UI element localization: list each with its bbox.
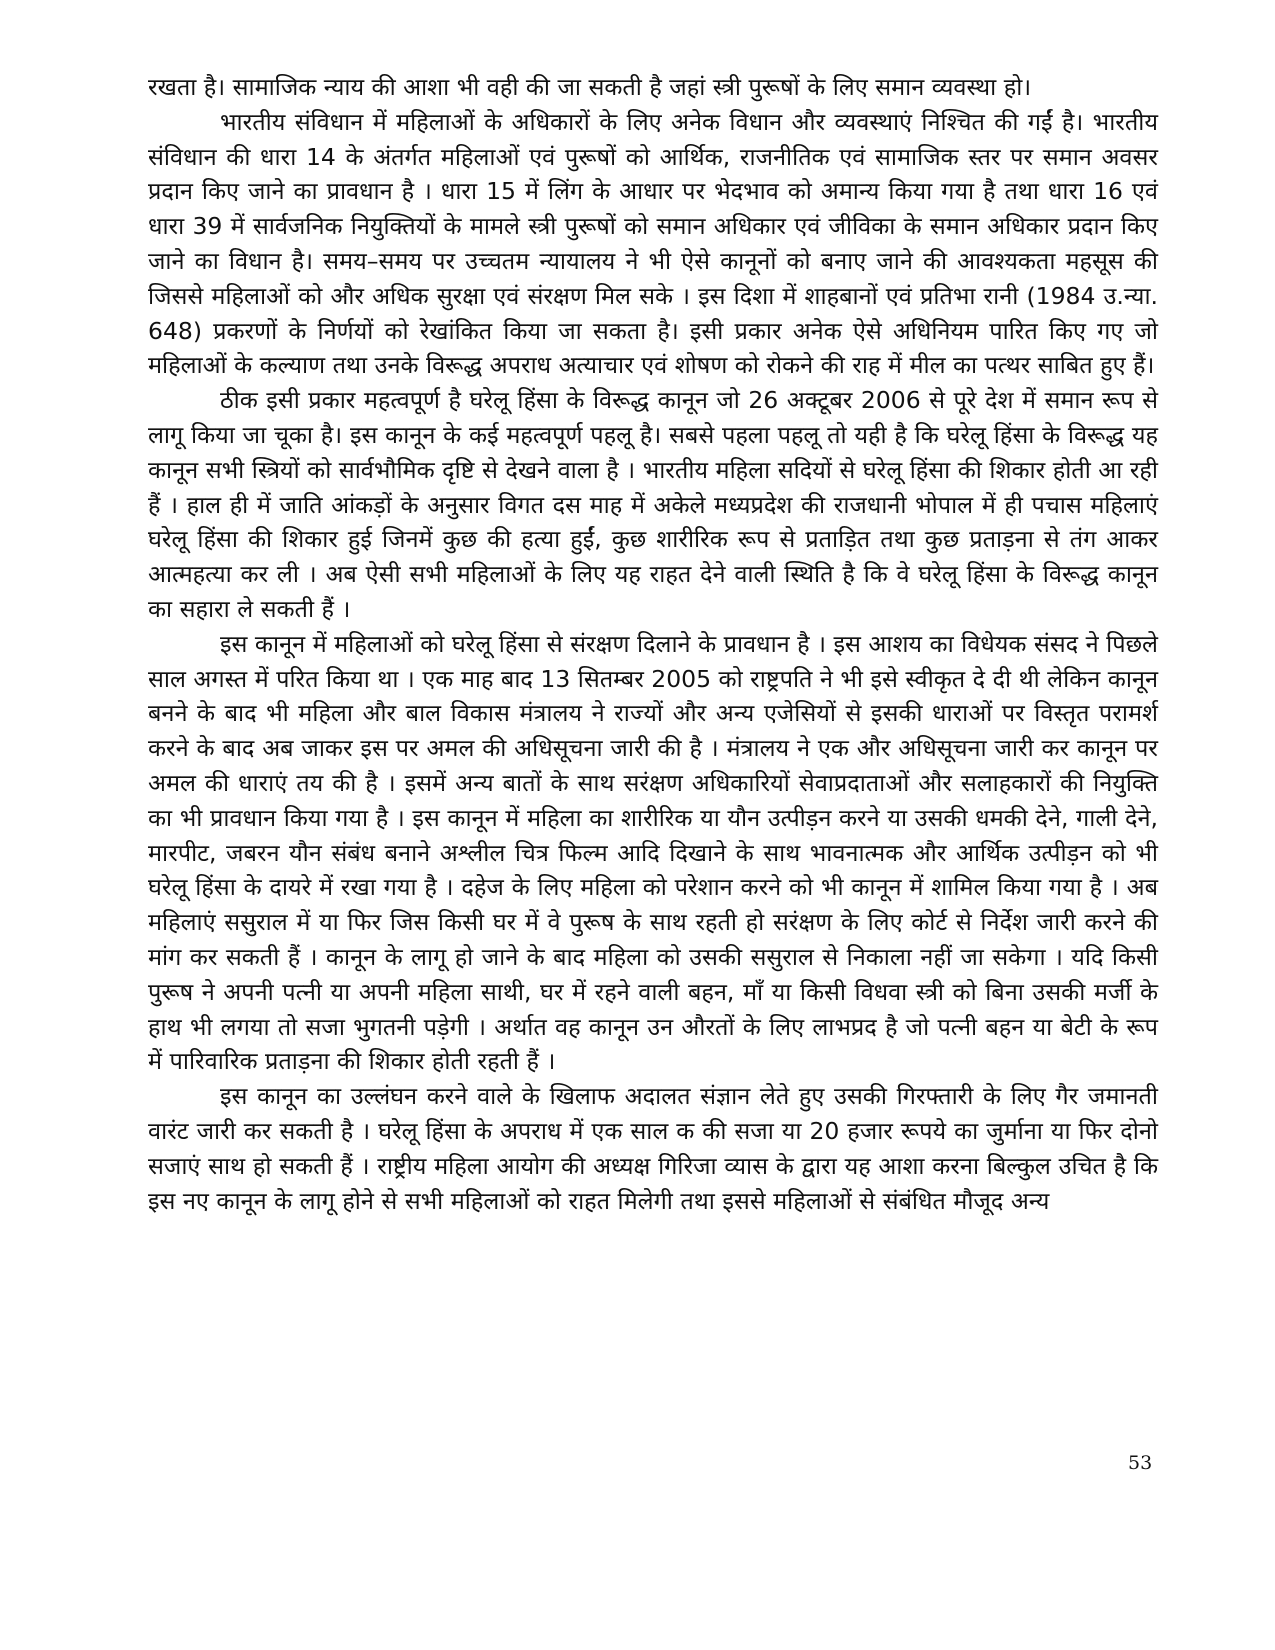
- paragraph-continuation: रखता है। सामाजिक न्याय की आशा भी वही की जा सकती है जहां स्त्री पुरूषों के लिए समान व्यवस्था हो।: [148, 73, 1032, 101]
- page-number: 53: [1128, 1452, 1153, 1474]
- paragraph-constitution: भारतीय संविधान में महिलाओं के अधिकारों के लिए अनेक विधान और व्यवस्थाएं निश्चित की गईं है। भारतीय संविधान की धारा 14 के अंतर्गत महिलाओं एवं पुरूषों को आर्थिक, राजनीतिक एवं सामाजिक स्तर पर समान अवसर प्रदान किए जाने का प्रावधान है । धारा 15 में लिंग के आधार पर भेदभाव को अमान्य किया गया है तथा धारा 16 एवं धारा 39 में सार्वजनिक नियुक्तियों के मामले स्त्री पुरूषों को समान अधिकार एवं जीविका के समान अधिकार प्रदान किए जाने का विधान है। समय–समय पर उच्चतम न्यायालय ने भी ऐसे कानूनों को बनाए जाने की आवश्यकता महसूस की जिससे महिलाओं को और अधिक सुरक्षा एवं संरक्षण मिल सके । इस दिशा में शाहबानों एवं प्रतिभा रानी (1984 उ.न्या. 648) प्रकरणों के निर्णयों को रेखांकित किया जा सकता है। इसी प्रकार अनेक ऐसे अधिनियम पारित किए गए जो महिलाओं के कल्याण तथा उनके विरूद्ध अपराध अत्याचार एवं शोषण को रोकने की राह में मील का पत्थर साबित हुए हैं।: [148, 107, 1158, 380]
- paragraph-law-provisions: इस कानून में महिलाओं को घरेलू हिंसा से संरक्षण दिलाने के प्रावधान है । इस आशय का विधेयक संसद ने पिछले साल अगस्त में परित किया था । एक माह बाद 13 सितम्बर 2005 को राष्ट्रपति ने भी इसे स्वीकृत दे दी थी लेकिन कानून बनने के बाद भी महिला और बाल विकास मंत्रालय ने राज्यों और अन्य एजेसियों से इसकी धाराओं पर विस्तृत परामर्श करने के बाद अब जाकर इस पर अमल की अधिसूचना जारी की है । मंत्रालय ने एक और अधिसूचना जारी कर कानून पर अमल की धाराएं तय की है । इसमें अन्य बातों के साथ सरंक्षण अधिकारियों सेवाप्रदाताओं और सलाहकारों की नियुक्ति का भी प्रावधान किया गया है । इस कानून में महिला का शारीरिक या यौन उत्पीड़न करने या उसकी धमकी देने, गाली देने, मारपीट, जबरन यौन संबंध बनाने अश्लील चित्र फिल्म आदि दिखाने के साथ भावनात्मक और आर्थिक उत्पीड़न को भी घरेलू हिंसा के दायरे में रखा गया है । दहेज के लिए महिला को परेशान करने को भी कानून में शामिल किया गया है । अब महिलाएं ससुराल में या फिर जिस किसी घर में वे पुरूष के साथ रहती हो सरंक्षण के लिए कोर्ट से निर्देश जारी करने की मांग कर सकती हैं । कानून के लागू हो जाने के बाद महिला को उसकी ससुराल से निकाला नहीं जा सकेगा । यदि किसी पुरूष ने अपनी पत्नी या अपनी महिला साथी, घर में रहने वाली बहन, माँ या किसी विधवा स्त्री को बिना उसकी मर्जी के हाथ भी लगया तो सजा भुगतनी पड़ेगी । अर्थात वह कानून उन औरतों के लिए लाभप्रद है जो पत्नी बहन या बेटी के रूप में पारिवारिक प्रताड़ना की शिकार होती रहती हैं ।: [148, 629, 1158, 1076]
- document-page: [148, 70, 1158, 1550]
- paragraph-law-violation: इस कानून का उल्लंघन करने वाले के खिलाफ अदालत संज्ञान लेते हुए उसकी गिरफ्तारी के लिए गैर जमानती वारंट जारी कर सकती है । घरेलू हिंसा के अपराध में एक साल क की सजा या 20 हजार रूपये का जुर्माना या फिर दोनो सजाएं साथ हो सकती हैं । राष्ट्रीय महिला आयोग की अध्यक्ष गिरिजा व्यास के द्वारा यह आशा करना बिल्कुल उचित है कि इस नए कानून के लागू होने से सभी महिलाओं को राहत मिलेगी तथा इससे महिलाओं से संबंधित मौजूद अन्य: [148, 1082, 1158, 1215]
- paragraph-domestic-violence-law: ठीक इसी प्रकार महत्वपूर्ण है घरेलू हिंसा के विरूद्ध कानून जो 26 अक्टूबर 2006 से पूरे देश में समान रूप से लागू किया जा चूका है। इस कानून के कई महत्वपूर्ण पहलू है। सबसे पहला पहलू तो यही है कि घरेलू हिंसा के विरूद्ध यह कानून सभी स्त्रियों को सार्वभौमिक दृष्टि से देखने वाला है । भारतीय महिला सदियों से घरेलू हिंसा की शिकार होती आ रही हैं । हाल ही में जाति आंकड़ों के अनुसार विगत दस माह में अकेले मध्यप्रदेश की राजधानी भोपाल में ही पचास महिलाएं घरेलू हिंसा की शिकार हुई जिनमें कुछ की हत्या हुईं, कुछ शारीरिक रूप से प्रताड़ित तथा कुछ प्रताड़ना से तंग आकर आत्महत्या कर ली । अब ऐसी सभी महिलाओं के लिए यह राहत देने वाली स्थिति है कि वे घरेलू हिंसा के विरूद्ध कानून का सहारा ले सकती हैं ।: [148, 386, 1158, 623]
